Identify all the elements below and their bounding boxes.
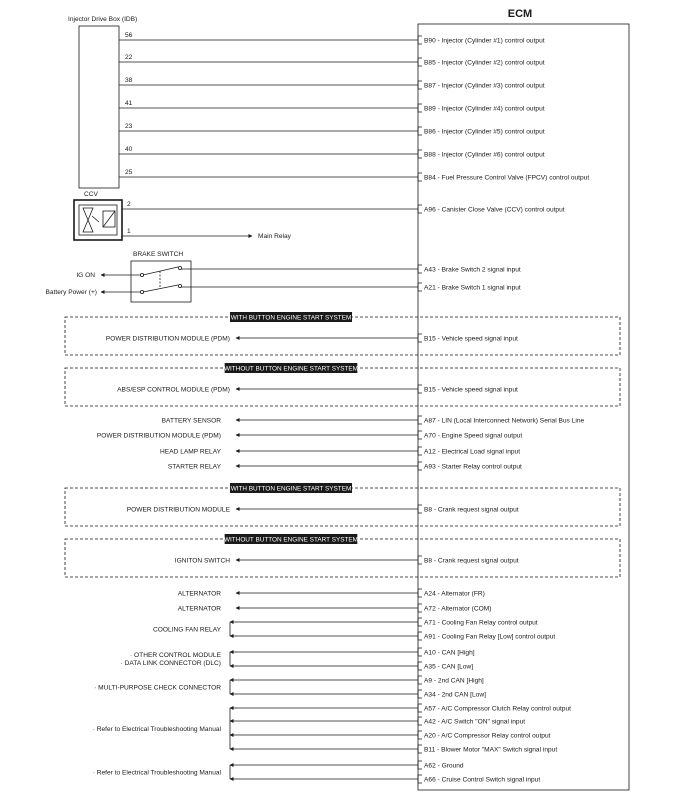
idb-pin-number: 56 xyxy=(125,32,133,39)
group-module-label: IGNITON SWITCH xyxy=(174,557,230,565)
ccv-pin-1: 1 xyxy=(127,228,131,235)
ecm-pin-b8: B8 - Crank request signal output xyxy=(424,557,519,565)
ecm-pin-a9: A9 - 2nd CAN [High] xyxy=(424,677,484,685)
option-banner-label: WITHOUT BUTTON ENGINE START SYSTEM xyxy=(224,365,358,373)
ecm-pin-a12: A12 - Electrical Load signal input xyxy=(424,448,521,456)
bracket-module-label: · MULTI-PURPOSE CHECK CONNECTOR xyxy=(94,684,221,692)
ecm-pin-a57: A57 - A/C Compressor Clutch Relay control output xyxy=(424,705,571,713)
idb-pin-number: 40 xyxy=(125,146,133,153)
ecm-pin-b15: B15 - Vehicle speed signal input xyxy=(424,335,518,343)
bracket-module-label: · OTHER CONTROL MODULE xyxy=(130,652,221,659)
ecm-pin-a43: A43 - Brake Switch 2 signal input xyxy=(424,266,521,274)
group-module-label: POWER DISTRIBUTION MODULE xyxy=(126,506,230,514)
ecm-pin-a20: A20 - A/C Compressor Relay control output xyxy=(424,732,551,740)
idb-pin-number: 25 xyxy=(125,169,133,176)
single-module-label: STARTER RELAY xyxy=(167,463,221,471)
ecm-pin-a24: A24 - Alternator (FR) xyxy=(424,590,485,598)
main-relay-label: Main Relay xyxy=(258,233,291,240)
single-module-label: ALTERNATOR xyxy=(177,590,221,598)
ecm-pin-a71: A71 - Cooling Fan Relay control output xyxy=(424,619,538,627)
option-banner-label: WITHOUT BUTTON ENGINE START SYSTEM xyxy=(224,536,358,544)
idb-pin-number: 23 xyxy=(125,123,133,130)
ccv-row xyxy=(122,205,565,213)
ecm-pin-b11: B11 - Blower Motor "MAX" Switch signal input xyxy=(424,746,558,754)
idb-title: Injector Drive Box (IDB) xyxy=(68,16,138,23)
option-banner-label: WITH BUTTON ENGINE START SYSTEM xyxy=(230,485,352,493)
bracket-module-label: · Refer to Electrical Troubleshooting Manual xyxy=(92,769,221,777)
ig-on-label: IG ON xyxy=(76,272,95,279)
single-module-label: HEAD LAMP RELAY xyxy=(160,448,221,456)
ccv-component xyxy=(74,200,122,240)
group-module-label: POWER DISTRIBUTION MODULE (PDM) xyxy=(105,335,230,343)
idb-box xyxy=(79,26,119,188)
single-module-label: ALTERNATOR xyxy=(177,605,221,613)
ecm-pin-a62: A62 - Ground xyxy=(424,762,464,770)
single-module-label: POWER DISTRIBUTION MODULE (PDM) xyxy=(96,432,221,440)
idb-pin-number: 22 xyxy=(125,54,133,61)
ecm-pin-b8: B8 - Crank request signal output xyxy=(424,506,519,514)
ecm-pin-b86: B86 - Injector (Cylinder #5) control output xyxy=(424,128,545,136)
ecm-pin-b89: B89 - Injector (Cylinder #4) control output xyxy=(424,105,545,113)
ecm-pin-a70: A70 - Engine Speed signal output xyxy=(424,432,523,440)
ecm-pin-a66: A66 - Cruise Control Switch signal input xyxy=(424,776,541,784)
ccv-title: CCV xyxy=(84,191,98,198)
brake-switch-title: BRAKE SWITCH xyxy=(133,251,184,258)
ecm-pin-a72: A72 - Alternator (COM) xyxy=(424,605,492,613)
ecm-pin-a87: A87 - LIN (Local Interconnect Network) Serial Bus Line xyxy=(424,417,585,425)
ecm-pin-b84: B84 - Fuel Pressure Control Valve (FPCV) control output xyxy=(424,174,590,182)
single-module-label: BATTERY SENSOR xyxy=(161,417,221,425)
ecm-pin-a10: A10 - CAN [High] xyxy=(424,649,475,657)
ecm-pin-b88: B88 - Injector (Cylinder #6) control output xyxy=(424,151,545,159)
ecm-pin-a35: A35 - CAN [Low] xyxy=(424,663,474,671)
bracket-module-label-2: · DATA LINK CONNECTOR (DLC) xyxy=(120,660,221,667)
ccv-pin-2: 2 xyxy=(127,201,131,208)
ecm-pin-b85: B85 - Injector (Cylinder #2) control output xyxy=(424,59,545,67)
ecm-box xyxy=(418,24,629,790)
ecm-pin-a91: A91 - Cooling Fan Relay [Low] control output xyxy=(424,633,556,641)
ecm-pin-a93: A93 - Starter Relay control output xyxy=(424,463,522,471)
option-banner-label: WITH BUTTON ENGINE START SYSTEM xyxy=(230,314,352,322)
idb-pin-number: 41 xyxy=(125,100,133,107)
ecm-title: ECM xyxy=(507,8,533,20)
ecm-pin-a34: A34 - 2nd CAN [Low] xyxy=(424,691,486,699)
bracket-module-label: · Refer to Electrical Troubleshooting Manual xyxy=(92,725,221,733)
ecm-pin-b15: B15 - Vehicle speed signal input xyxy=(424,386,518,394)
bracket-module-label: COOLING FAN RELAY xyxy=(152,626,221,634)
ecm-pin-b90: B90 - Injector (Cylinder #1) control output xyxy=(424,37,545,45)
idb-pin-number: 38 xyxy=(125,77,133,84)
ecm-pin-a96: A96 - Canister Close Valve (CCV) control output xyxy=(424,206,565,214)
group-module-label: ABS/ESP CONTROL MODULE (PDM) xyxy=(117,386,230,394)
battery-label: Battery Power (+) xyxy=(45,289,97,296)
ecm-pin-a21: A21 - Brake Switch 1 signal input xyxy=(424,284,521,292)
ecm-pin-b87: B87 - Injector (Cylinder #3) control output xyxy=(424,82,545,90)
ecm-pin-a42: A42 - A/C Switch "ON" signal input xyxy=(424,718,526,726)
brake-switch-box xyxy=(131,261,191,302)
